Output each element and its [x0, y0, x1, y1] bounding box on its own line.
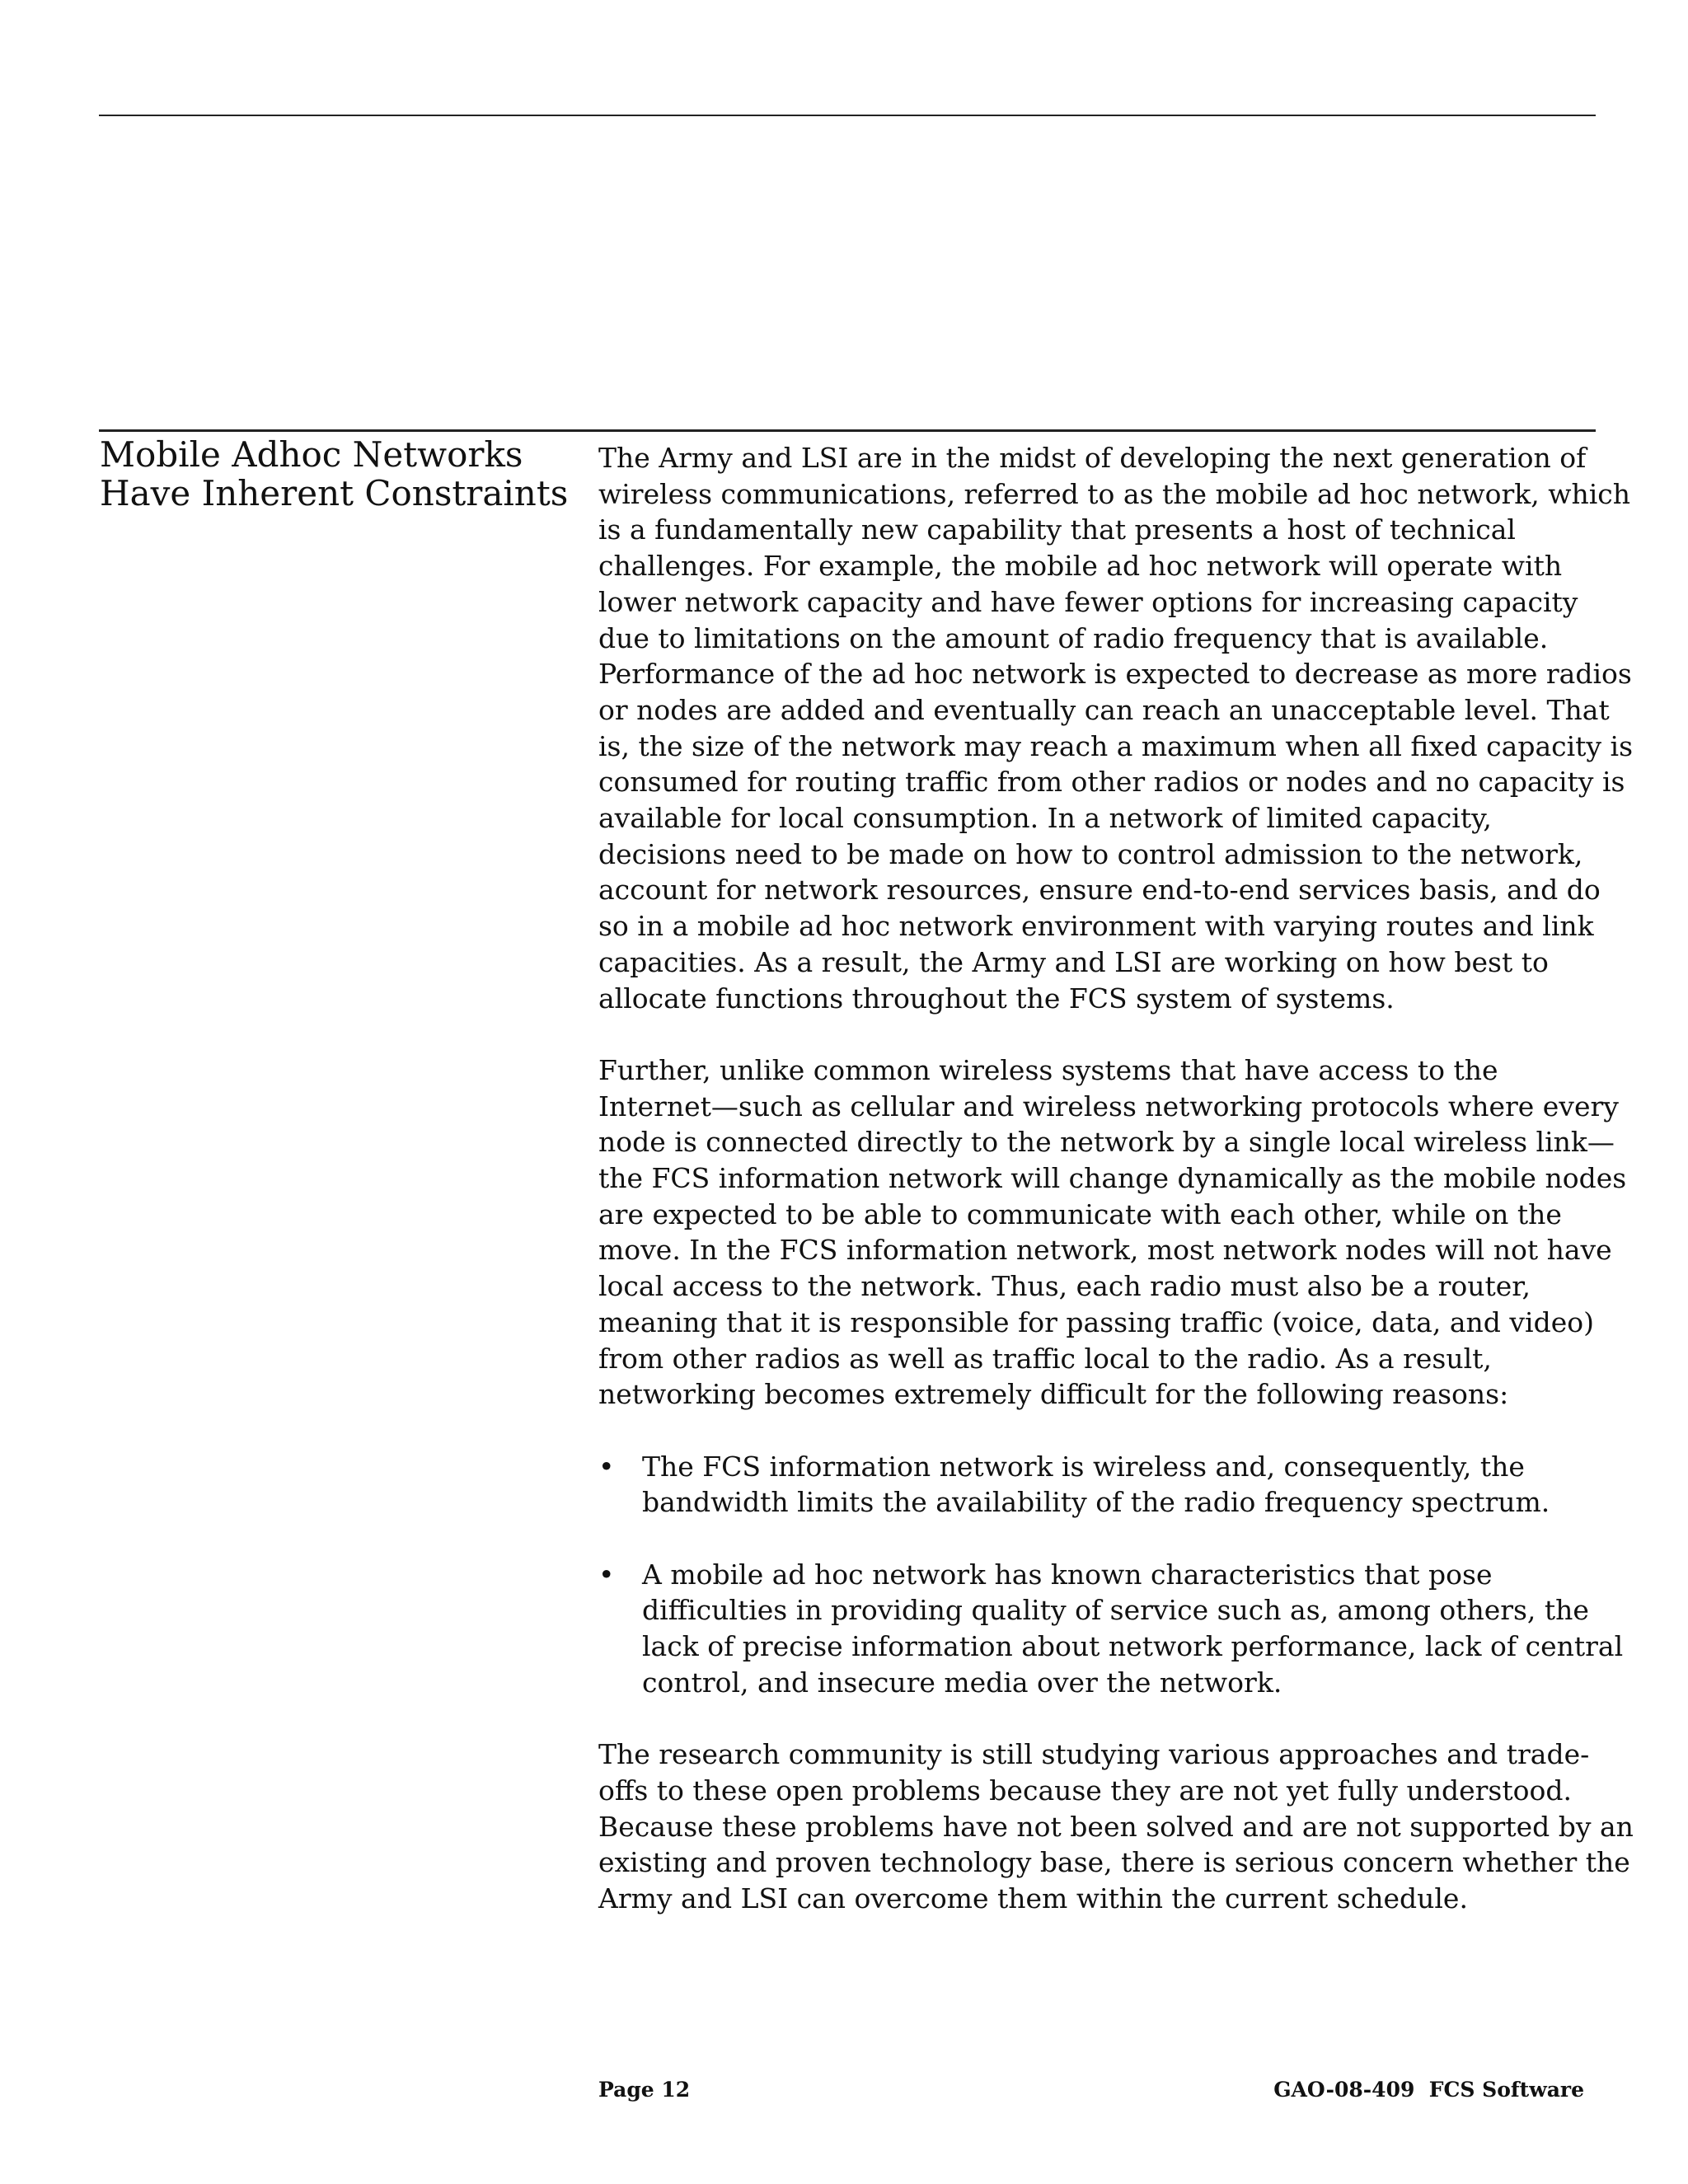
text-line: Because these problems have not been solved and are not supported by an	[598, 1810, 1634, 1843]
text-line: wireless communications, referred to as the mobile ad hoc network, which	[598, 477, 1631, 510]
text-line: allocate functions throughout the FCS system of systems.	[598, 982, 1395, 1015]
text-line: available for local consumption. In a network of limited capacity,	[598, 802, 1492, 835]
paragraph	[598, 1052, 1627, 1413]
text-line: the FCS information network will change dynamically as the mobile nodes	[598, 1162, 1627, 1195]
text-line: node is connected directly to the network by a single local wireless link—	[598, 1126, 1615, 1159]
bullet-marker: •	[598, 1558, 615, 1591]
text-line: decisions need to be made on how to control admission to the network,	[598, 837, 1583, 870]
text-line: Army and LSI can overcome them within the current schedule.	[598, 1882, 1468, 1915]
top-rule	[99, 115, 1596, 116]
text-line: due to limitations on the amount of radio frequency that is available.	[598, 621, 1549, 654]
text-line: move. In the FCS information network, most network nodes will not have	[598, 1234, 1612, 1267]
text-line: capacities. As a result, the Army and LSI are working on how best to	[598, 945, 1549, 978]
text-line: networking becomes extremely difficult for the following reasons:	[598, 1378, 1509, 1411]
section-rule	[99, 429, 1596, 432]
section-heading	[100, 434, 569, 513]
text-line: is a fundamentally new capability that presents a host of technical	[598, 513, 1516, 546]
text-line: lower network capacity and have fewer options for increasing capacity	[598, 585, 1578, 618]
bullet-item	[598, 1449, 1596, 1521]
text-line: The FCS information network is wireless and, consequently, the	[642, 1450, 1525, 1483]
text-line: consumed for routing traffic from other radios or nodes and no capacity is	[598, 766, 1625, 799]
text-line: lack of precise information about network performance, lack of central	[642, 1630, 1624, 1663]
text-line: is, the size of the network may reach a maximum when all fixed capacity is	[598, 729, 1634, 762]
text-line: local access to the network. Thus, each radio must also be a router,	[598, 1270, 1531, 1303]
paragraph	[598, 440, 1634, 1016]
section-heading-line: Mobile Adhoc Networks	[100, 434, 523, 475]
text-line: control, and insecure media over the network.	[642, 1666, 1282, 1699]
text-line: account for network resources, ensure end-to-end services basis, and do	[598, 874, 1601, 907]
text-line: are expected to be able to communicate with each other, while on the	[598, 1197, 1562, 1230]
section-heading-line: Have Inherent Constraints	[100, 473, 569, 513]
text-line: existing and proven technology base, there is serious concern whether the	[598, 1846, 1630, 1879]
text-line: meaning that it is responsible for passing traffic (voice, data, and video)	[598, 1305, 1594, 1338]
body-text	[598, 440, 1634, 1952]
text-line: or nodes are added and eventually can reach an unacceptable level. That	[598, 693, 1610, 726]
text-line: so in a mobile ad hoc network environment with varying routes and link	[598, 910, 1594, 943]
text-line: bandwidth limits the availability of the radio frequency spectrum.	[642, 1486, 1550, 1519]
text-line: The research community is still studying various approaches and trade-	[598, 1738, 1590, 1771]
page-number: Page 12	[598, 2078, 691, 2102]
text-line: offs to these open problems because they are not yet fully understood.	[598, 1774, 1572, 1807]
text-line: difficulties in providing quality of service such as, among others, the	[642, 1594, 1589, 1627]
text-line: challenges. For example, the mobile ad hoc network will operate with	[598, 550, 1563, 583]
text-line: The Army and LSI are in the midst of developing the next generation of	[598, 442, 1587, 474]
text-line: Performance of the ad hoc network is expected to decrease as more radios	[598, 658, 1632, 691]
text-line: from other radios as well as traffic local to the radio. As a result,	[598, 1342, 1492, 1375]
text-line: A mobile ad hoc network has known characteristics that pose	[642, 1558, 1493, 1591]
text-line: Further, unlike common wireless systems that have access to the	[598, 1053, 1498, 1086]
paragraph	[598, 1736, 1634, 1917]
report-id: GAO-08-409 FCS Software	[1273, 2078, 1584, 2102]
bullet-marker: •	[598, 1450, 615, 1483]
bullet-item	[598, 1557, 1624, 1701]
text-line: Internet—such as cellular and wireless networking protocols where every	[598, 1090, 1619, 1122]
